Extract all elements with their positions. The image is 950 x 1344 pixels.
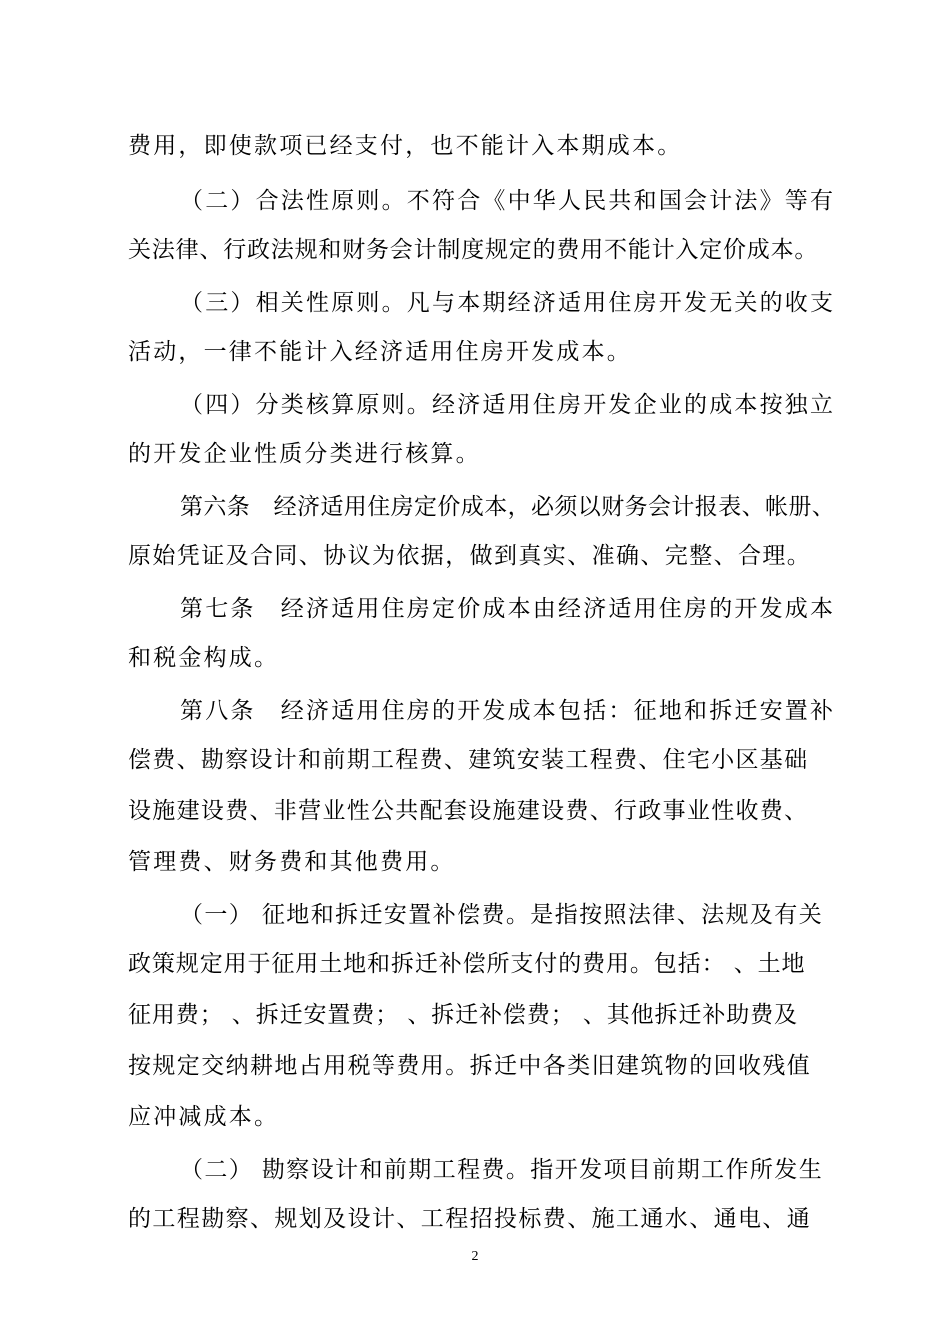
text-line-14: 设施建设费、非营业性公共配套设施建设费、行政事业性收费、 [128, 798, 809, 824]
text-line-21: （二） 勘察设计和前期工程费。指开发项目前期工作所发生 [180, 1157, 824, 1183]
text-line-20: 应冲减成本。 [128, 1104, 280, 1130]
text-line-15: 管理费、财务费和其他费用。 [128, 849, 456, 875]
text-line-18: 征用费； 、拆迁安置费； 、拆迁补偿费； 、其他拆迁补助费及 [128, 1002, 798, 1028]
text-line-8: 第六条 经济适用住房定价成本，必须以财务会计报表、帐册、 [180, 494, 836, 520]
text-line-5: 活动，一律不能计入经济适用住房开发成本。 [128, 339, 632, 365]
text-line-11: 和税金构成。 [128, 645, 280, 671]
text-line-7: 的开发企业性质分类进行核算。 [128, 441, 481, 467]
text-line-10: 第七条 经济适用住房定价成本由经济适用住房的开发成本 [180, 596, 836, 622]
text-line-4: （三）相关性原则。凡与本期经济适用住房开发无关的收支 [180, 290, 836, 316]
text-line-9: 原始凭证及合同、协议为依据，做到真实、准确、完整、合理。 [128, 543, 812, 569]
text-line-1: 费用，即使款项已经支付，也不能计入本期成本。 [128, 133, 683, 159]
text-line-22: 的工程勘察、规划及设计、工程招投标费、施工通水、通电、通 [128, 1206, 812, 1232]
text-line-12: 第八条 经济适用住房的开发成本包括：征地和拆迁安置补 [180, 698, 836, 724]
text-line-6: （四）分类核算原则。经济适用住房开发企业的成本按独立 [180, 392, 836, 418]
text-line-19: 按规定交纳耕地占用税等费用。拆迁中各类旧建筑物的回收残值 [128, 1053, 812, 1079]
text-line-16: （一） 征地和拆迁安置补偿费。是指按照法律、法规及有关 [180, 902, 824, 928]
text-line-3: 关法律、行政法规和财务会计制度规定的费用不能计入定价成本。 [128, 237, 819, 263]
text-line-13: 偿费、勘察设计和前期工程费、建筑安装工程费、住宅小区基础 [128, 747, 809, 773]
page-number: 2 [471, 1249, 479, 1264]
text-line-2: （二）合法性原则。不符合《中华人民共和国会计法》等有 [180, 188, 836, 214]
text-line-17: 政策规定用于征用土地和拆迁补偿所支付的费用。包括： 、土地 [128, 951, 806, 977]
